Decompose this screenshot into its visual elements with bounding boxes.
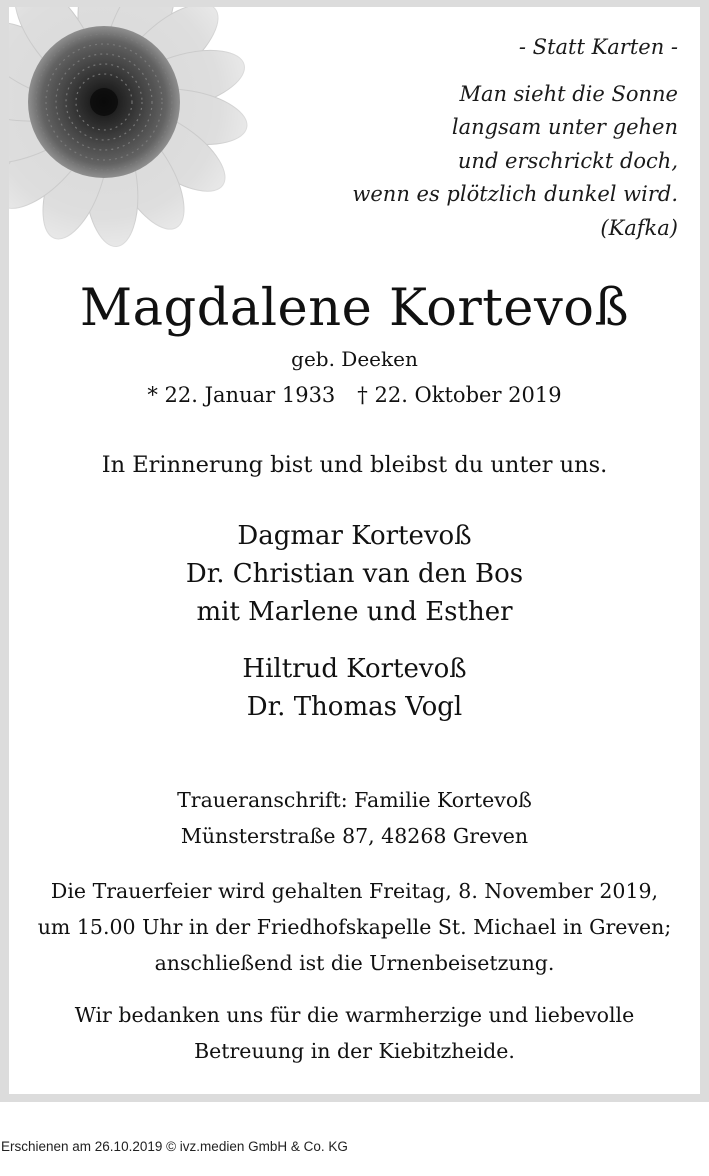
mourners-group-2 xyxy=(9,650,700,726)
statt-karten-label: - Statt Karten - xyxy=(518,35,678,59)
kafka-quote xyxy=(258,31,678,245)
service-line: Die Trauerfeier wird gehalten Freitag, 8. November 2019, xyxy=(50,879,659,903)
mourners-group-1 xyxy=(9,517,700,631)
service-line: anschließend ist die Urnenbeisetzung. xyxy=(154,951,555,975)
service-line: um 15.00 Uhr in der Friedhofskapelle St. Michael in Greven; xyxy=(37,915,672,939)
deceased-name: Magdalene Kortevoß xyxy=(79,279,630,338)
publication-footer: Erschienen am 26.10.2019 © ivz.medien GmbH & Co. KG xyxy=(1,1139,348,1154)
funeral-service-info xyxy=(9,873,700,981)
address-line: Traueranschrift: Familie Kortevoß xyxy=(177,788,532,812)
quote-author: (Kafka) xyxy=(600,215,678,240)
life-dates xyxy=(9,383,700,407)
mourner-name: Hiltrud Kortevoß xyxy=(242,654,467,684)
memory-line: In Erinnerung bist und bleibst du unter uns. xyxy=(101,452,608,478)
address-line: Münsterstraße 87, 48268 Greven xyxy=(180,824,529,848)
obituary-card xyxy=(9,7,700,1094)
quote-line: wenn es plötzlich dunkel wird. xyxy=(352,182,678,206)
thanks-line: Betreuung in der Kiebitzheide. xyxy=(194,1039,515,1063)
mourner-name: Dr. Christian van den Bos xyxy=(185,559,524,589)
mourner-name: mit Marlene und Esther xyxy=(196,597,513,627)
death-date: † 22. Oktober 2019 xyxy=(357,383,562,407)
birth-date: * 22. Januar 1933 xyxy=(147,383,336,407)
quote-line: und erschrickt doch, xyxy=(457,148,678,173)
mourner-name: Dr. Thomas Vogl xyxy=(246,692,463,722)
quote-line: Man sieht die Sonne xyxy=(459,81,678,106)
mourning-address xyxy=(9,782,700,854)
quote-line: langsam unter gehen xyxy=(451,115,678,139)
thanks-line: Wir bedanken uns für die warmherzige und liebevolle xyxy=(74,1003,635,1027)
thanks-note xyxy=(9,997,700,1069)
birth-name: geb. Deeken xyxy=(291,347,418,371)
mourner-name: Dagmar Kortevoß xyxy=(237,521,472,551)
